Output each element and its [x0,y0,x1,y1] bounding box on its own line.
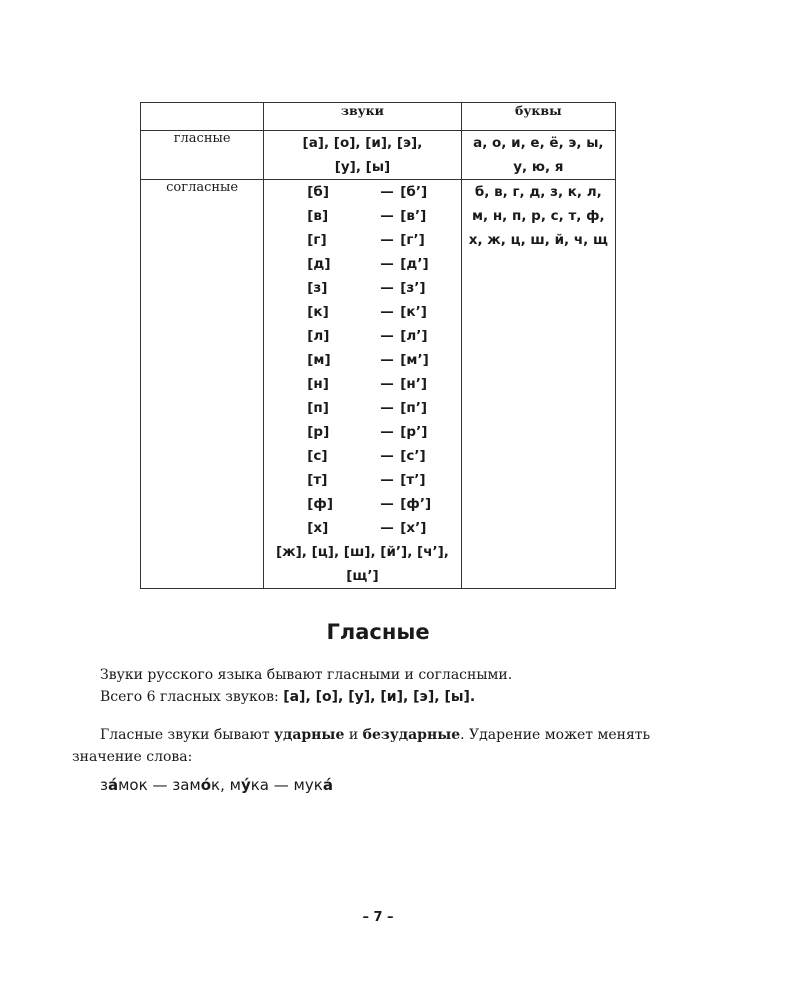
stress-line-1 [72,724,722,746]
section-title: Гласные [326,620,430,644]
term-stressed: ударные [274,727,345,743]
vowels-row [141,131,616,180]
intro-line-1: Звуки русского языка бывают гласными и согласными. [100,667,513,683]
consonant-letters-cell [461,180,615,589]
vowels-label: гласные [141,131,264,180]
soft-sound: [д’] [400,256,429,272]
vowel-letters-line-2: у, ю, я [513,159,564,175]
example-word [294,776,333,794]
unpaired-sounds-line-2: [щ’] [346,568,379,584]
header-sounds: звуки [264,103,461,131]
pair-dash: — [380,208,394,224]
consonant-pair [264,228,460,252]
pair-dash: — [380,424,394,440]
hard-sound: [т] [307,472,328,488]
vowel-letters-cell [461,131,615,180]
hard-sound: [ф] [307,496,333,512]
pair-dash: — [380,184,394,200]
vowel-sounds-line-1: [а], [о], [и], [э], [302,135,423,151]
soft-sound: [ф’] [400,496,432,512]
stress-and: и [344,727,363,743]
consonant-pair [264,492,460,516]
word-part: мук [293,776,323,794]
header-empty-cell [141,103,264,131]
soft-sound: [б’] [400,184,428,200]
sounds-letters-table [140,102,616,589]
soft-sound: [к’] [400,304,427,320]
word-part: ка [250,776,269,794]
consonants-row [141,180,616,589]
term-unstressed: безударные [362,727,461,743]
pair-dash: — [380,472,394,488]
hard-sound: [р] [307,424,330,440]
soft-sound: [з’] [400,280,426,296]
hard-sound: [з] [307,280,328,296]
hard-sound: [м] [307,352,331,368]
consonant-pair [264,444,460,468]
stress-examples [100,774,333,796]
intro-line-2 [100,686,720,708]
soft-sound: [т’] [400,472,426,488]
stress-line-2: значение слова: [72,749,193,765]
pair-dash: — [380,520,394,536]
consonant-pair [264,372,460,396]
soft-sound: [х’] [400,520,427,536]
stress-suffix: . Ударение может менять [460,727,651,743]
unpaired-sounds-line-1: [ж], [ц], [ш], [й’], [ч’], [276,544,449,560]
consonant-sounds-cell [264,180,461,589]
pair-dash: — [380,304,394,320]
consonant-letters-line-1: б, в, г, д, з, к, л, [474,184,602,200]
pair-dash: — [380,448,394,464]
example-dash: — [269,776,294,794]
word-part: м [229,776,241,794]
example-word [230,776,269,794]
example-dash: — [147,776,173,794]
word-part: з [100,776,108,794]
hard-sound: [б] [307,184,330,200]
vowel-letters-line-1: а, о, и, е, ё, э, ы, [473,135,604,151]
header-letters: буквы [461,103,615,131]
hard-sound: [в] [307,208,329,224]
hard-sound: [к] [307,304,329,320]
consonant-pair [264,396,460,420]
hard-sound: [г] [307,232,327,248]
stressed-vowel: а́ [322,776,333,794]
consonant-pair [264,276,460,300]
soft-sound: [с’] [400,448,426,464]
intro-paragraph [100,664,720,708]
soft-sound: [л’] [400,328,428,344]
word-part: зам [172,776,201,794]
word-part: к, [211,776,230,794]
vowel-sounds-list: [а], [о], [у], [и], [э], [ы]. [283,689,476,705]
consonant-letters-line-3: х, ж, ц, ш, й, ч, щ [468,232,608,248]
vowel-sounds-line-2: [у], [ы] [334,159,391,175]
soft-sound: [п’] [400,400,428,416]
example-word [100,776,148,794]
pair-dash: — [380,232,394,248]
consonant-pair [264,348,460,372]
soft-sound: [в’] [400,208,427,224]
hard-sound: [л] [307,328,330,344]
soft-sound: [н’] [400,376,428,392]
intro-line-2-prefix: Всего 6 гласных звуков: [100,689,284,705]
hard-sound: [н] [307,376,329,392]
consonant-pair [264,468,460,492]
pair-dash: — [380,496,394,512]
consonant-pair [264,516,460,540]
soft-sound: [р’] [400,424,428,440]
table-header-row [141,103,616,131]
hard-sound: [х] [307,520,329,536]
consonant-pair [264,300,460,324]
consonant-pair [264,324,460,348]
stressed-vowel: о́ [200,776,212,794]
stressed-vowel: у́ [240,776,251,794]
soft-sound: [г’] [400,232,425,248]
consonant-pair [264,204,460,228]
consonant-pair [264,252,460,276]
pair-dash: — [380,280,394,296]
consonants-label: согласные [141,180,264,589]
page-number: – 7 – [362,910,394,925]
pair-dash: — [380,400,394,416]
hard-sound: [с] [307,448,328,464]
hard-sound: [д] [307,256,331,272]
pair-dash: — [380,256,394,272]
pair-dash: — [380,328,394,344]
example-word [172,776,229,794]
word-part: мок [118,776,148,794]
pair-dash: — [380,352,394,368]
stressed-vowel: а́ [107,776,119,794]
vowel-sounds-cell [264,131,461,180]
soft-sound: [м’] [400,352,429,368]
hard-sound: [п] [307,400,329,416]
stress-paragraph [72,724,722,768]
consonant-pair [264,420,460,444]
pair-dash: — [380,376,394,392]
stress-prefix: Гласные звуки бывают [100,727,275,743]
consonant-letters-line-2: м, н, п, р, с, т, ф, [471,208,605,224]
consonant-pair [264,180,460,204]
